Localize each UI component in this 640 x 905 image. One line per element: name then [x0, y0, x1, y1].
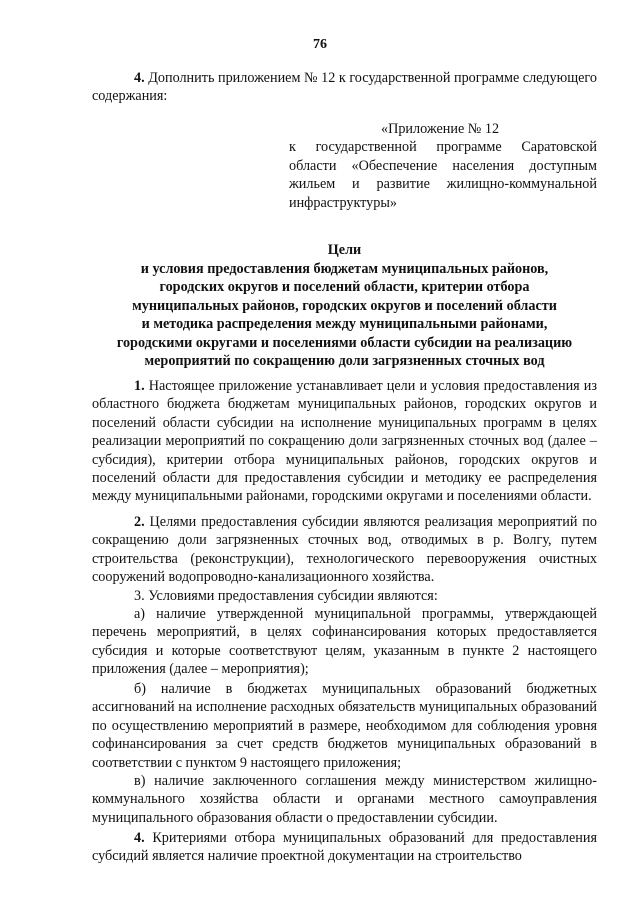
- title-line-7: мероприятий по сокращению доли загрязненных сточных вод: [144, 353, 545, 369]
- paragraph-2-number: 2.: [134, 514, 145, 530]
- paragraph-4-number: 4.: [134, 830, 145, 846]
- appendix-heading: «Приложение № 12: [381, 121, 500, 137]
- paragraph-2: [92, 513, 597, 587]
- title-line-4: муниципальных районов, городских округов и поселений области: [132, 297, 557, 314]
- paragraph-3c: в) наличие заключенного соглашения между министерством жилищно-коммунального хозяйства области и органами местного самоуправления муниципального образования области о предоставлении субсидии.: [92, 773, 597, 826]
- page-number: 76: [313, 37, 327, 52]
- paragraph-4: [92, 829, 597, 866]
- paragraph-1-text: Настоящее приложение устанавливает цели и условия предоставления из областного бюджета бюджетам муниципальных районов, городских округов и поселений области субсидии на исполнение муниципальных программ в целях реализации мероприятий по сокращению доли загрязненных сточных вод (далее – субсидия), критерии отбора муниципальных районов, городских округов и поселений области для предоставления субсидии и методику ее распределения между муниципальными районами, городскими округами и поселениями области.: [92, 378, 598, 505]
- paragraph-3b: б) наличие в бюджетах муниципальных образований бюджетных ассигнований на исполнение расходных обязательств муниципальных образований по осуществлению мероприятий в размере, необходимом для соблюдения уровня софинансирования за счет средств бюджетов муниципальных образований в соответствии с пунктом 9 настоящего приложения;: [92, 681, 597, 771]
- intro-number: 4.: [134, 70, 145, 86]
- intro-paragraph: [92, 69, 597, 106]
- paragraph-1-number: 1.: [134, 378, 145, 394]
- paragraph-1: [92, 377, 597, 506]
- paragraph-3: 3. Условиями предоставления субсидии являются:: [134, 588, 438, 604]
- paragraph-4-text: Критериями отбора муниципальных образований для предоставления субсидий является наличие проектной документации на строительство: [92, 830, 597, 865]
- intro-text: Дополнить приложением № 12 к государственной программе следующего содержания:: [92, 70, 597, 105]
- title-line-3: городских округов и поселений области, критерии отбора: [159, 279, 530, 295]
- title-line-6: городскими округами и поселениями области субсидии на реализацию: [116, 334, 573, 351]
- title-line-1: Цели: [327, 242, 362, 258]
- appendix-text: к государственной программе Саратовской области «Обеспечение населения доступным жильем и развитие жилищно-коммунальной инфраструктуры»: [289, 139, 597, 211]
- title-line-2: и условия предоставления бюджетам муниципальных районов,: [140, 260, 549, 277]
- document-title: [92, 241, 597, 371]
- appendix-header: [289, 120, 597, 212]
- title-line-5: и методика распределения между муниципальными районами,: [141, 316, 548, 332]
- paragraph-2-text: Целями предоставления субсидии являются реализация мероприятий по сокращению доли загрязненных сточных вод, отводимых в р. Волгу, путем строительства (реконструкции), технологического перевооружения очистных сооружений водопроводно-канализационного хозяйства.: [92, 514, 597, 586]
- paragraph-3a: а) наличие утвержденной муниципальной программы, утверждающей перечень мероприятий, в целях софинансирования которых предоставляется субсидия и которые соответствуют целям, указанным в пункте 2 настоящего приложения (далее – мероприятия);: [92, 606, 597, 678]
